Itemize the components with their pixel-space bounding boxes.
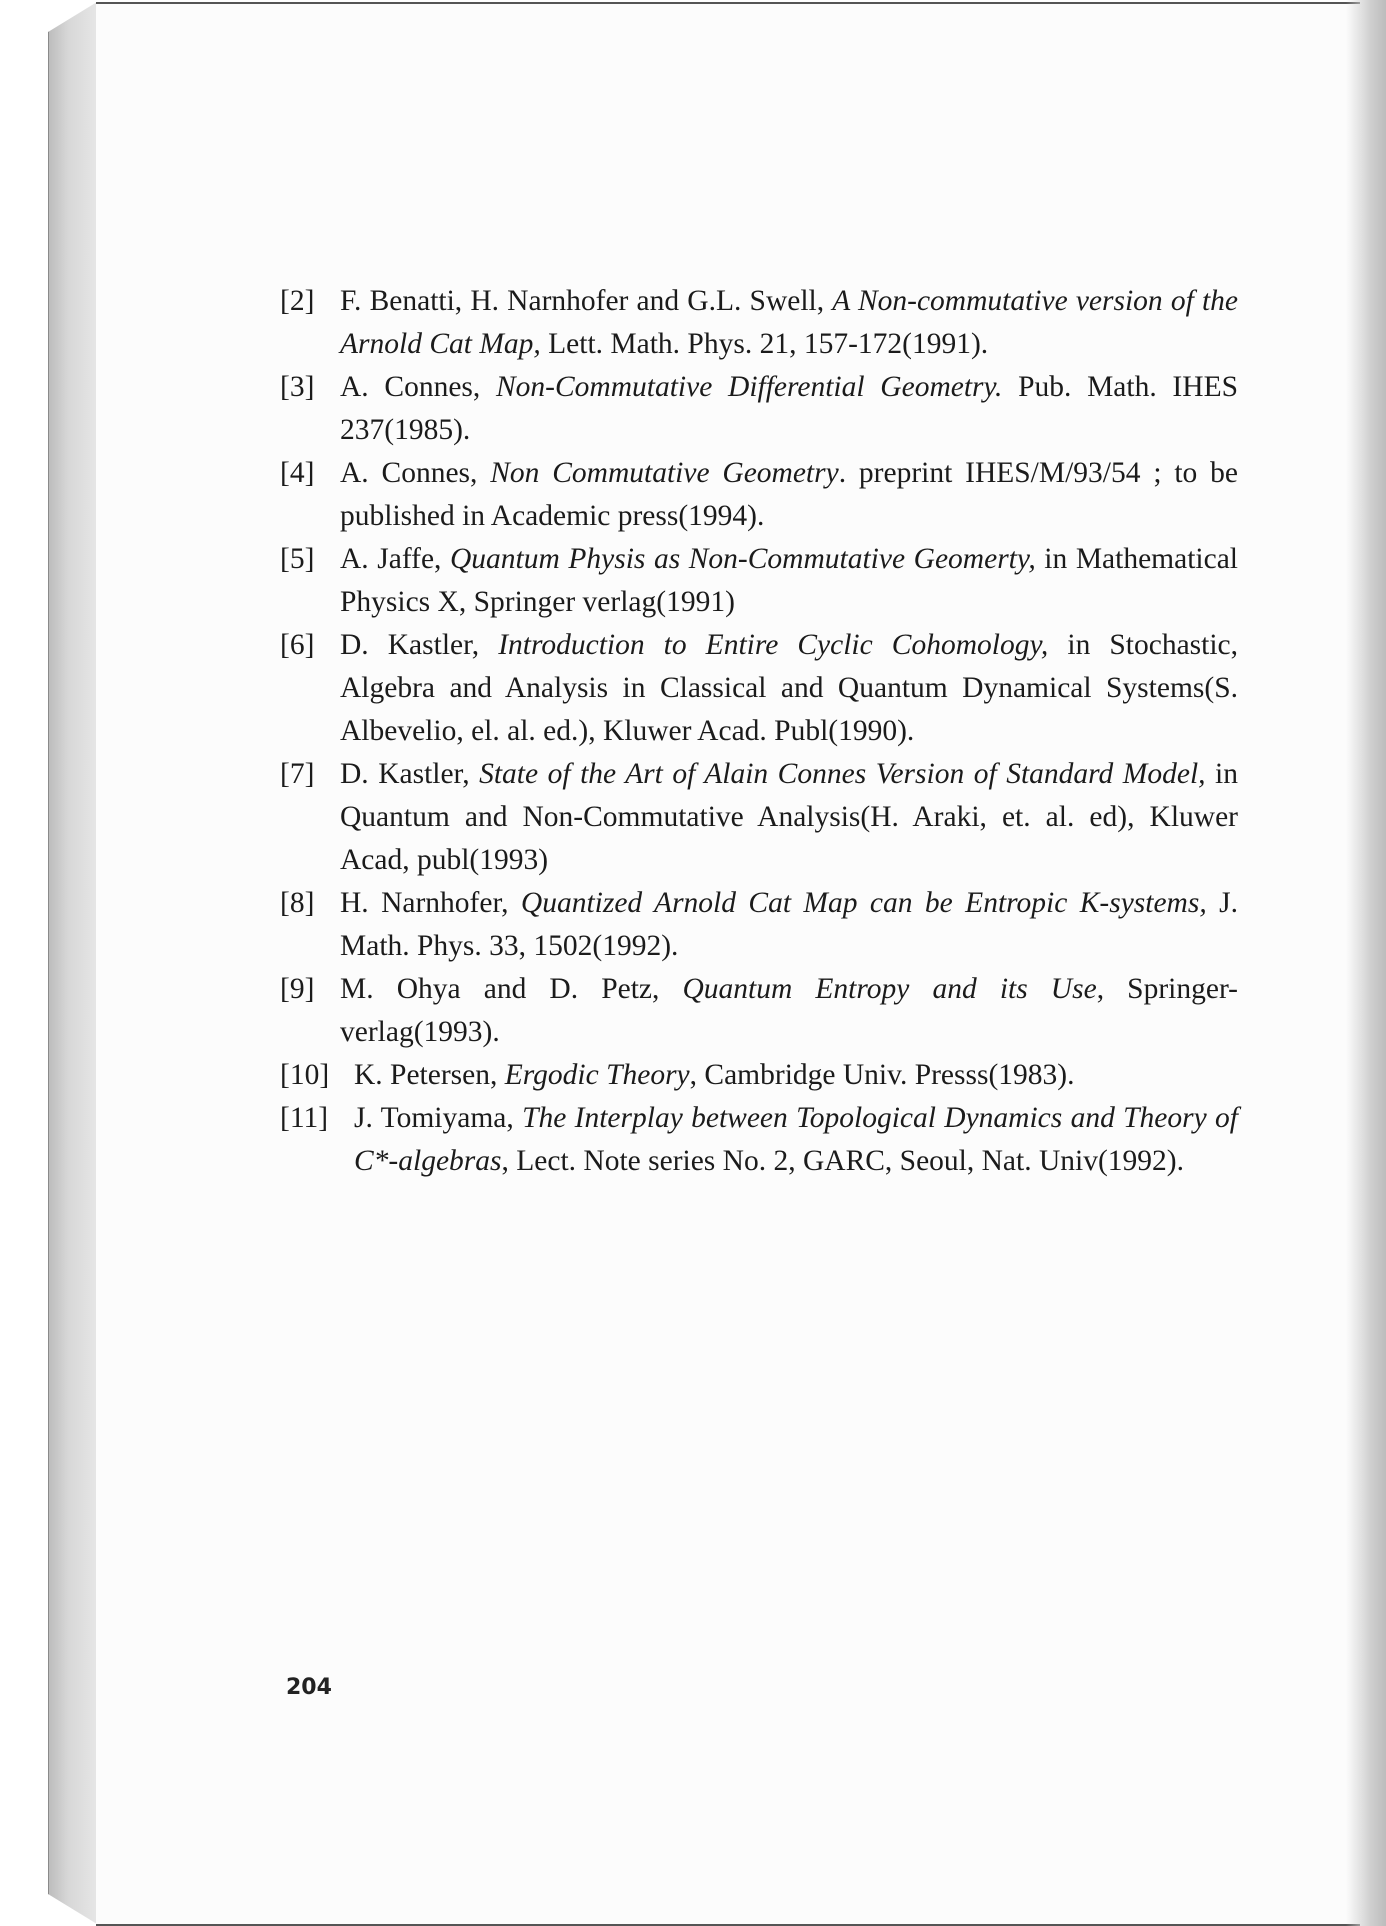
- reference-number: [4]: [280, 457, 315, 489]
- reference-source: in Stochastic, Algebra and Analysis in Classical and Quantum Dynamical Systems(S. Albevelio, el. al. ed.), Kluwer Acad. Publ(1990).: [340, 629, 1239, 747]
- reference-number: [6]: [280, 629, 315, 661]
- reference-authors: K. Petersen,: [354, 1059, 505, 1091]
- reference-item: [280, 366, 1238, 452]
- reference-authors: F. Benatti, H. Narnhofer and G.L. Swell,: [340, 285, 833, 317]
- reference-list: [280, 280, 1238, 1183]
- reference-authors: A. Jaffe,: [340, 543, 450, 575]
- reference-number: [9]: [280, 973, 315, 1005]
- reference-authors: A. Connes,: [340, 371, 496, 403]
- reference-title: A Non-commutative version of the Arnold Cat Map,: [340, 285, 1239, 360]
- reference-item: [280, 280, 1238, 366]
- reference-source: Lett. Math. Phys. 21, 157-172(1991).: [540, 328, 989, 360]
- reference-item: [280, 882, 1238, 968]
- reference-item: [280, 753, 1238, 882]
- reference-title: Non-Commutative Differential Geometry.: [496, 371, 1003, 403]
- reference-source: Pub. Math. IHES 237(1985).: [340, 371, 1238, 446]
- reference-source: , Springer-verlag(1993).: [340, 973, 1238, 1048]
- reference-item: [280, 1097, 1238, 1183]
- reference-source: J. Math. Phys. 33, 1502(1992).: [340, 887, 1238, 962]
- reference-item: [280, 624, 1238, 753]
- reference-authors: J. Tomiyama,: [354, 1102, 523, 1134]
- reference-number: [11]: [280, 1102, 329, 1134]
- reference-source: in Mathematical Physics X, Springer verlag(1991): [340, 543, 1238, 618]
- reference-authors: D. Kastler,: [340, 629, 499, 661]
- reference-title: Ergodic Theory: [504, 1059, 690, 1091]
- reference-number: [5]: [280, 543, 315, 575]
- reference-item: [280, 538, 1238, 624]
- reference-title: State of the Art of Alain Connes Version of Standard Model,: [479, 758, 1206, 790]
- page-number: 204: [286, 1675, 332, 1700]
- reference-item: [280, 1054, 1238, 1097]
- reference-authors: D. Kastler,: [340, 758, 480, 790]
- reference-number: [2]: [280, 285, 315, 317]
- reference-source: , Lect. Note series No. 2, GARC, Seoul, Nat. Univ(1992).: [501, 1145, 1184, 1177]
- reference-authors: M. Ohya and D. Petz,: [340, 973, 683, 1005]
- reference-number: [3]: [280, 371, 315, 403]
- reference-source: , Cambridge Univ. Presss(1983).: [689, 1059, 1075, 1091]
- page-edge-shadow: [1346, 0, 1386, 1926]
- reference-item: [280, 968, 1238, 1054]
- reference-authors: H. Narnhofer,: [340, 887, 521, 919]
- reference-source: in Quantum and Non-Commutative Analysis(H. Araki, et. al. ed), Kluwer Acad, publ(1993): [340, 758, 1238, 876]
- reference-title: Quantum Entropy and its Use: [682, 973, 1097, 1005]
- book-spine: [48, 2, 97, 1924]
- reference-number: [8]: [280, 887, 315, 919]
- reference-source: . preprint IHES/M/93/54 ; to be published in Academic press(1994).: [340, 457, 1238, 532]
- reference-title: Non Commutative Geometry: [490, 457, 839, 489]
- reference-authors: A. Connes,: [340, 457, 491, 489]
- reference-title: Quantized Arnold Cat Map can be Entropic K-systems,: [520, 887, 1207, 919]
- reference-number: [7]: [280, 758, 315, 790]
- reference-title: Quantum Physis as Non-Commutative Geomerty,: [449, 543, 1036, 575]
- reference-title: Introduction to Entire Cyclic Cohomology,: [498, 629, 1049, 661]
- reference-title: The Interplay between Topological Dynamics and Theory of C*-algebras: [354, 1102, 1238, 1177]
- reference-number: [10]: [280, 1059, 330, 1091]
- reference-item: [280, 452, 1238, 538]
